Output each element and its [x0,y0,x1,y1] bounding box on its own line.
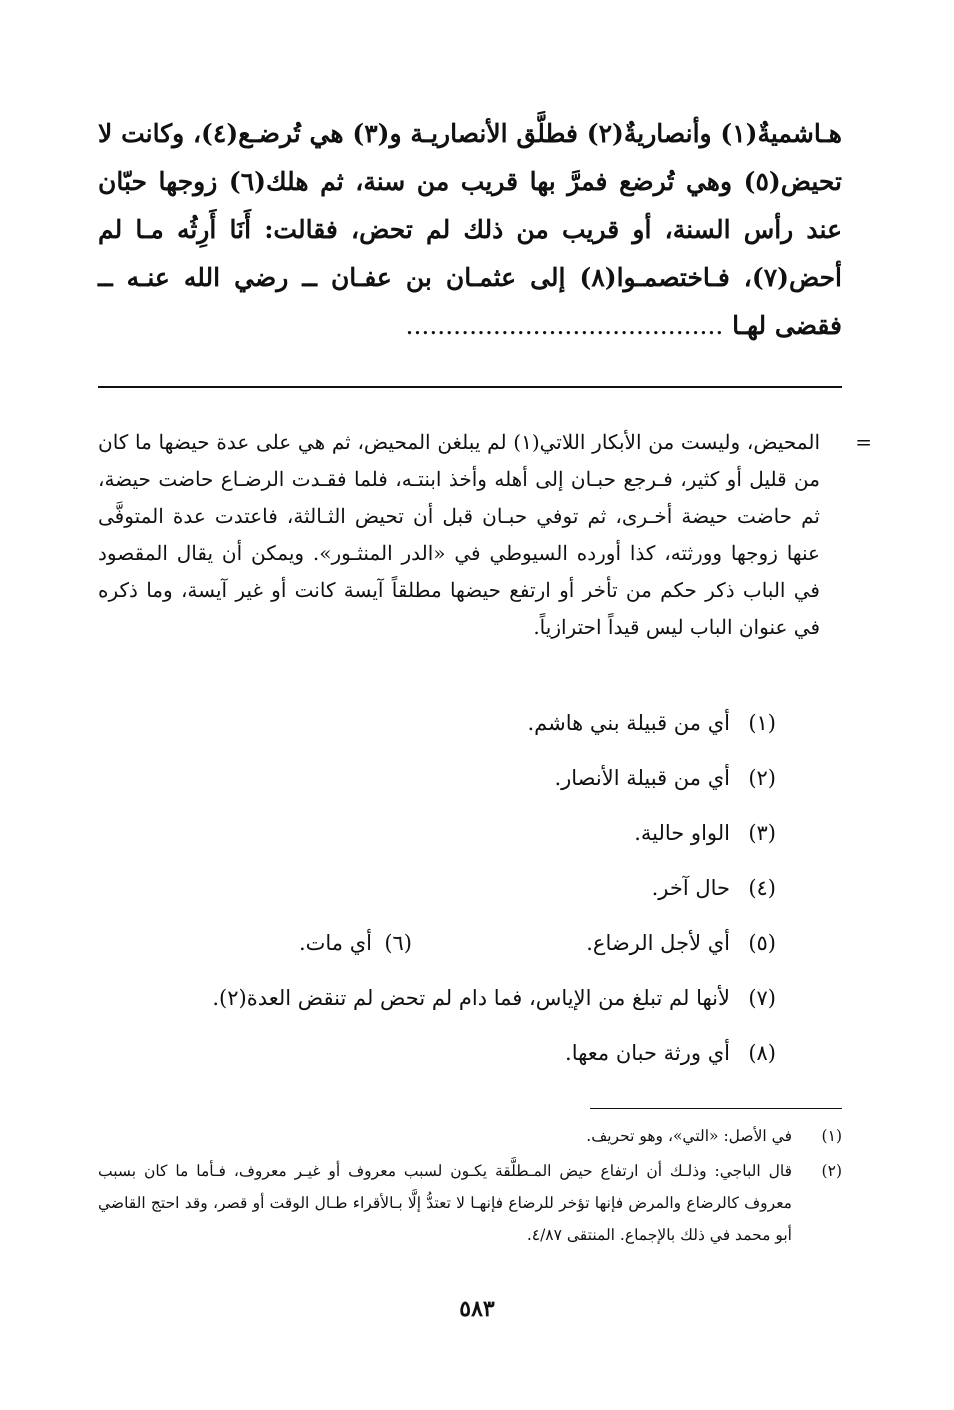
continuation-dots: ........................................ [405,311,724,340]
note-item [98,916,842,971]
note-item [98,751,842,806]
note-text: أي من قبيلة بني هاشم. [527,711,730,735]
main-paragraph-text: هـاشميةٌ(١) وأنصاريةٌ(٢) فطلَّق الأنصاريـة و(٣) هي تُرضـع(٤)، وكانت لا تحيض(٥) وهي تُرضع فمرَّ بها قريب من سنة، ثم هلك(٦) زوجها حبّان عند رأس السنة، أو قريب من ذلك لم تحض، فقالت: أَنَا أَرِثُه مـا لم أحض(٧)، فـاختصمـوا(٨) إلى عثمـان بن عفـان ــ رضي الله عنـه ــ فقضى لهـا [98,119,842,340]
note-text: أي مات. [298,931,372,955]
main-paragraph [98,110,842,350]
page-number: ٥٨٣ [459,1296,495,1322]
note-text: أي ورثة حبان معها. [565,1041,730,1065]
footnote-divider [590,1108,842,1109]
footnotes [98,1120,842,1254]
note-number: (٦) [384,931,412,955]
note-item [98,806,842,861]
note-number: (٢) [748,766,776,790]
note-item [98,861,842,916]
note-text: الواو حالية. [634,821,730,845]
notes-list [98,696,842,1081]
note-item [98,971,842,1026]
note-text: أي لأجل الرضاع. [586,931,730,955]
note-text: أي من قبيلة الأنصار. [554,766,730,790]
main-divider [98,386,842,388]
main-text [98,110,842,350]
footnote-number: (١) [821,1127,842,1145]
commentary [98,424,872,646]
footnote-item [98,1120,842,1152]
continuation-marker: = [855,430,872,454]
footnote-item [98,1155,842,1251]
note-text: حال آخر. [651,876,730,900]
note-number: (٥) [748,931,776,955]
note-text: لأنها لم تبلغ من الإياس، فما دام لم تحض لم تنقض العدة(٢). [212,986,730,1010]
note-item [98,1026,842,1081]
commentary-paragraph [98,424,872,646]
note-number: (١) [748,711,776,735]
note-number: (٤) [748,876,776,900]
footnote-text: قال الباجي: وذلـك أن ارتفاع حيض المـطلَّقة يكـون لسبب معروف أو غيـر معروف، فـأما ما كان بسبب معروف كالرضاع والمرض فإنها تؤخر للرضاع فإنهـا لا تعتدُّ إلَّا بـالأقراء طـال الوقت أو قصر، وقد احتج القاضي أبو محمد في ذلك بالإجماع. المنتقى ٤/٨٧. [98,1162,792,1244]
note-item [98,696,842,751]
note-number: (٣) [748,821,776,845]
footnote-number: (٢) [821,1162,842,1180]
commentary-text: المحيض، وليست من الأبكار اللاتي(١) لم يبلغن المحيض، ثم هي على عدة حيضها ما كان من قليل أو كثير، فـرجع حبـان إلى أهله وأخذ ابنتـه، فلما فقـدت الرضـاع حاضت حيضة، ثم حاضت حيضة أخـرى، ثم توفي حبـان قبل أن تحيض الثـالثة، فاعتدت عدة المتوفَّى عنها زوجها وورثته، كذا أورده السيوطي في «الدر المنثـور». ويمكن أن يقال المقصود في الباب ذكر حكم من تأخر أو ارتفع حيضها مطلقاً آيسة كانت أو غير آيسة، وما ذكره في عنوان الباب ليس قيداً احترازياً. [98,430,821,639]
note-number: (٧) [748,986,776,1010]
note-number: (٨) [748,1041,776,1065]
footnote-text: في الأصل: «التي»، وهو تحريف. [586,1127,792,1145]
